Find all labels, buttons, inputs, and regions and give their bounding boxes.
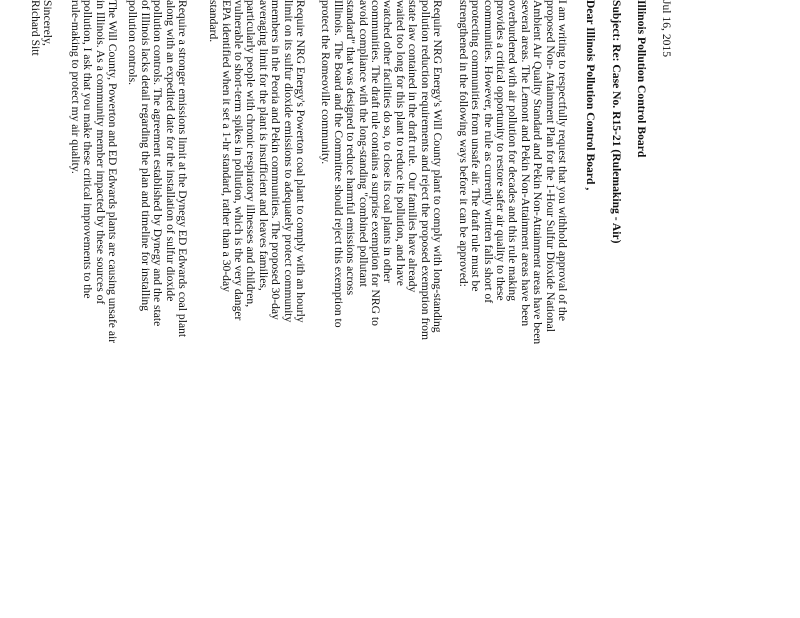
signature-name: Richard Sitt [29, 0, 42, 56]
body-paragraph-2 [319, 0, 443, 340]
salutation: Dear Illinois Pollution Control Board , [584, 0, 597, 191]
paragraph-line: communities. However, the rule as currently written falls short of [481, 0, 495, 304]
paragraph-line: several areas. The Lemont and Pekin Non-Attainment areas have been [518, 0, 532, 327]
paragraph-line: vulnerable to short-term spikes in pollution, which is the very danger [231, 0, 245, 321]
paragraph-line: pollution controls. The agreement established by Dynegy and the state [151, 0, 165, 327]
body-paragraph-3 [207, 0, 306, 323]
paragraph-line: Ambient Air Quality Standard and Pekin Non-Attainment areas have been [531, 0, 545, 345]
subject-line: Subject: Re: Case No. R15-21 (Rulemaking - Air) [610, 0, 623, 244]
paragraph-line: in Illinois. As a community member impacted by these sources of [93, 0, 107, 305]
paragraph-line: I am writing to respectfully request that you withhold approval of the [556, 0, 569, 322]
paragraph-line: protecting communities from unsafe air. The draft rule must be [469, 0, 483, 292]
paragraph-line: along with an expedited date for the installation of sulfur dioxide [163, 0, 177, 302]
paragraph-line: members in the Peoria and Pekin communities. The proposed 30-day [269, 0, 283, 320]
body-paragraph-4 [126, 0, 188, 337]
letter-date: Jul 16, 2015 [660, 0, 673, 58]
paragraph-line: provides a critical opportunity to restore safer air quality to these [493, 0, 507, 301]
paragraph-line: EPA identified when it set a 1-hr standard, rather than a 30-day [219, 0, 233, 292]
paragraph-line: Require a stronger emissions limit at the Dynegy ED Edwards coal plant [176, 0, 189, 338]
paragraph-line: watched other facilities do so, to close its coal plants in other [381, 0, 395, 283]
paragraph-line: The Will County, Powerton and ED Edwards plants are causing unsafe air [106, 0, 119, 344]
recipient-line: Illinois Pollution Control Board [635, 0, 648, 158]
paragraph-line: pollution reduction requirements and reject the proposed exemption from [418, 0, 432, 340]
body-paragraph-5 [68, 0, 118, 343]
paragraph-line: protect the Romeoville community. [319, 0, 333, 165]
paragraph-line: state law contained in the draft rule. Our families have already [406, 0, 420, 293]
paragraph-line: limit on its sulfur dioxide emissions to adequately protect community [281, 0, 295, 323]
body-paragraph-1 [456, 0, 568, 344]
paragraph-line: averaging limit for the plant is insufficient and leaves families, [256, 0, 270, 291]
paragraph-line: proposed Non- Attainment Plan for the 1-Hour Sulfur Dioxide National [543, 0, 557, 332]
paragraph-line: rule-making to protect my air quality. [68, 0, 82, 174]
paragraph-line: strengthened in the following ways before it can be approved: [456, 0, 470, 287]
paragraph-line: of Illinois lacks detail regarding the plan and timeline for installing [138, 0, 152, 312]
paragraph-line: communities. The draft rule contains a surprise exemption for NRG to [368, 0, 382, 326]
paragraph-line: Require NRG Energy's Will County plant to comply with long-standing [431, 0, 444, 333]
paragraph-line: pollution controls. [126, 0, 140, 86]
paragraph-line: avoid compliance with the long-standing "combined pollutant [356, 0, 370, 287]
closing-line: Sincerely, [41, 0, 54, 46]
paragraph-line: particularly people with chronic respiratory illnesses and children, [244, 0, 258, 308]
paragraph-line: Illinois. The Board and the Committee should reject this exemption to [331, 0, 345, 328]
paragraph-line: standard. [207, 0, 221, 43]
paragraph-line: Require NRG Energy's Powerton coal plant to comply with an hourly [294, 0, 307, 323]
paragraph-line: waited too long for this plant to reduce its pollution, and have [393, 0, 407, 286]
paragraph-line: overburdened with air pollution for decades and this rule making [506, 0, 520, 302]
paragraph-line: pollution, I ask that you make these critical improvements to the [81, 0, 95, 299]
paragraph-line: standard" that was designed to reduce harmful emissions across [344, 0, 358, 296]
